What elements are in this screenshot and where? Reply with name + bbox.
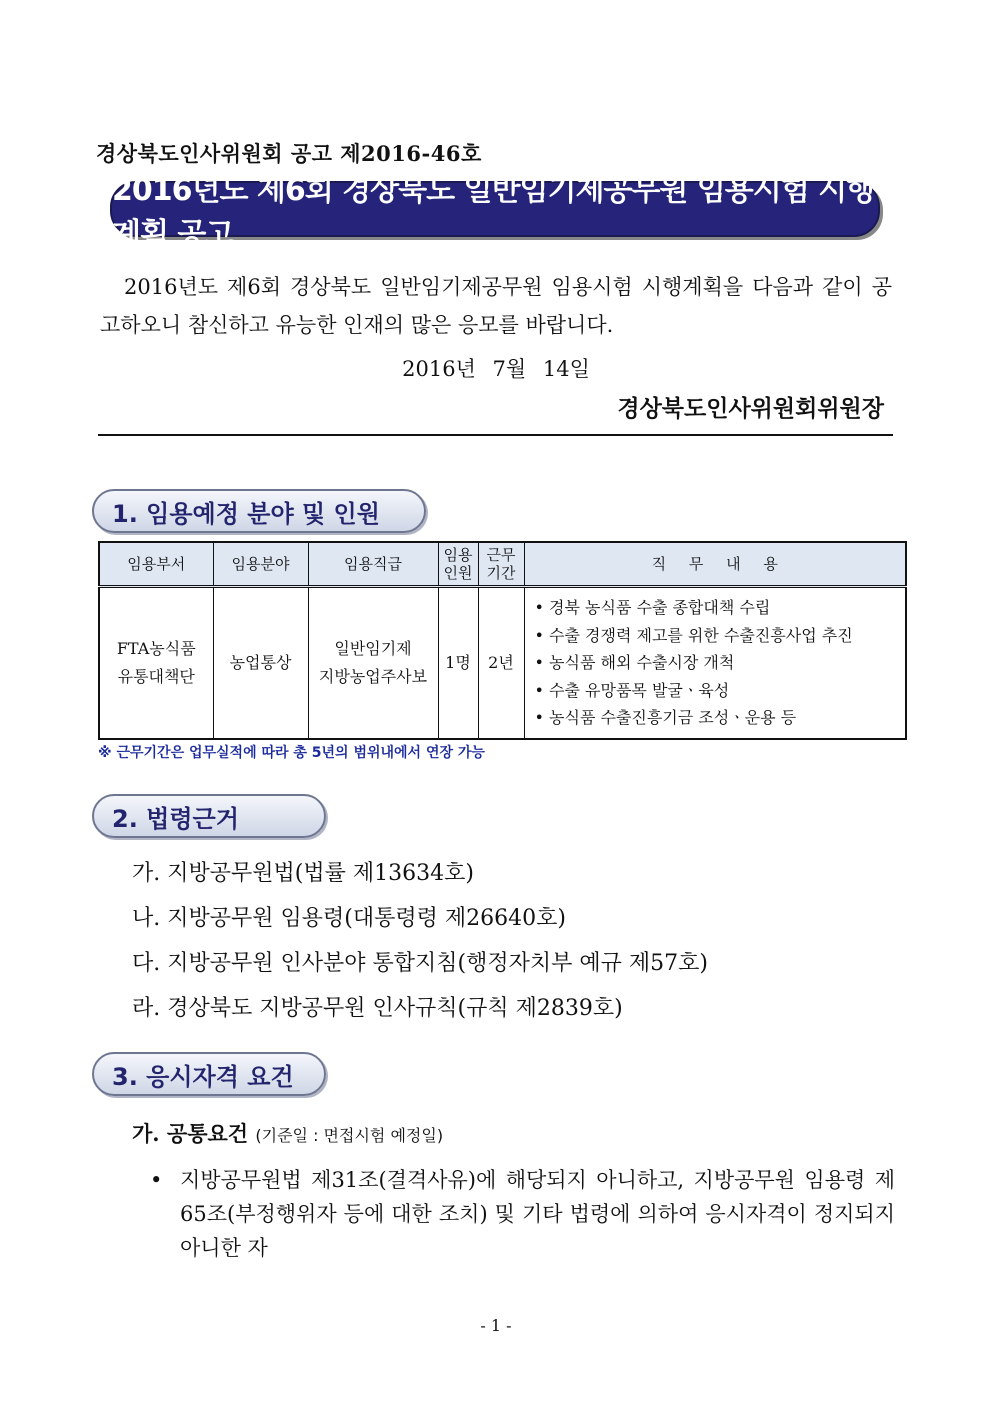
section1-heading [92,489,426,533]
duty-item: • 농식품 해외 수출시장 개척 [535,649,906,677]
cell-duties [524,587,906,740]
law-item: 라. 경상북도 지방공무원 인사규칙(규칙 제2839호) [132,996,623,1021]
cell-field: 농업통상 [213,587,308,740]
cell-grade: 일반임기제 지방농업주사보 [308,587,438,740]
section3-heading-text: 3. 응시자격 요건 [112,1062,294,1091]
page-number: - 1 - [480,1316,512,1335]
common-requirements-title [132,1118,443,1148]
table-note: ※ 근무기간은 업무실적에 따라 총 5년의 범위내에서 연장 가능 [98,745,485,761]
duty-item: • 수출 경쟁력 제고를 위한 수출진흥사업 추진 [535,622,906,650]
section3-heading [92,1052,326,1096]
law-item: 가. 지방공무원법(법률 제13634호) [132,861,474,886]
requirement-bullet [150,1163,895,1265]
law-list [132,857,708,1037]
duty-item: • 경북 농식품 수출 종합대책 수립 [535,594,906,622]
position-table [98,541,907,740]
notice-number: 경상북도인사위원회 공고 제2016-46호 [96,141,482,166]
duties-list [535,594,906,732]
header-period: 근무 기간 [478,542,524,587]
header-department: 임용부서 [99,542,213,587]
cell-period: 2년 [478,587,524,740]
divider [98,434,893,436]
section2-heading [92,794,326,838]
header-grade: 임용직급 [308,542,438,587]
bullet-icon: • [150,1168,163,1192]
header-field: 임용분야 [213,542,308,587]
table-header-row [99,542,906,587]
header-duties: 직 무 내 용 [524,542,906,587]
notice-date: 2016년 7월 14일 [402,357,590,381]
table-row [99,587,906,740]
header-count: 임용 인원 [438,542,478,587]
requirement-text: 지방공무원법 제31조(결격사유)에 해당되지 아니하고, 지방공무원 임용령 제65조(부정행위자 등에 대한 조치) 및 기타 법령에 의하여 응시자격이 정지되지 아니한 자 [180,1168,895,1260]
document-title: 2016년도 제6회 경상북도 일반임기제공무원 임용시험 시행계획 공고 [112,173,875,252]
section2-heading-text: 2. 법령근거 [112,804,239,833]
cell-count: 1명 [438,587,478,740]
cell-department: FTA농식품 유통대책단 [99,587,213,740]
sub-a-title: 가. 공통요건 [132,1121,249,1146]
duty-item: • 수출 유망품목 발굴ㆍ육성 [535,677,906,705]
sub-a-note: (기준일 : 면접시험 예정일) [255,1126,444,1145]
law-item: 나. 지방공무원 임용령(대통령령 제26640호) [132,906,566,931]
law-item: 다. 지방공무원 인사분야 통합지침(행정자치부 예규 제57호) [132,951,708,976]
duty-item: • 농식품 수출진흥기금 조성ㆍ운용 등 [535,704,906,732]
intro-text: 2016년도 제6회 경상북도 일반임기제공무원 임용시험 시행계획을 다음과 같이 공고하오니 참신하고 유능한 인재의 많은 응모를 바랍니다. [100,275,892,337]
issuer: 경상북도인사위원회위원장 [617,395,884,422]
section1-heading-text: 1. 임용예정 분야 및 인원 [112,499,380,528]
title-banner [110,173,880,252]
intro-paragraph [100,268,892,344]
